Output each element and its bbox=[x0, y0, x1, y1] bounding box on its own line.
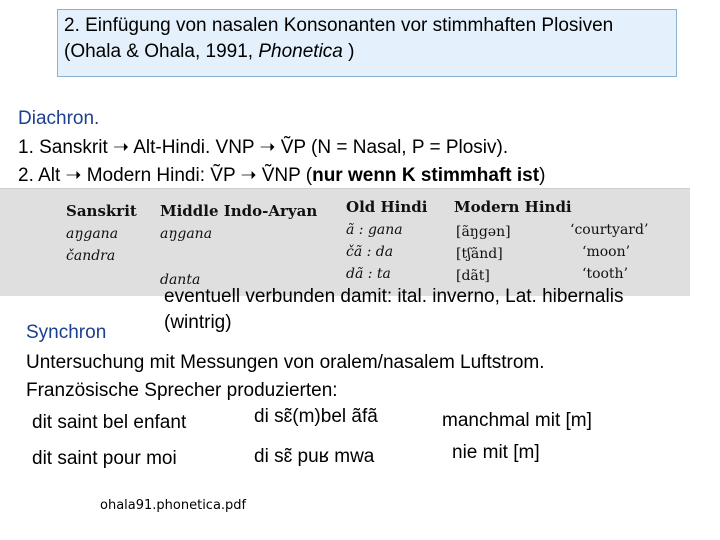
cell-old-2: dã : ta bbox=[346, 266, 391, 282]
cell-mia-2: danta bbox=[160, 272, 201, 288]
cell-gloss-2: ‘tooth’ bbox=[582, 266, 629, 282]
cell-modern-1: [tʃãnd] bbox=[456, 246, 503, 262]
title-suffix: ) bbox=[342, 41, 355, 62]
example-2-ipa: di sɛ̃ puʁ mwa bbox=[254, 446, 375, 467]
cell-old-1: čã : da bbox=[346, 244, 394, 260]
cell-sanskrit-1: čandra bbox=[66, 248, 116, 264]
source-footer: ohala91.phonetica.pdf bbox=[100, 498, 247, 513]
diachron-line-2-bold: nur wenn K stimmhaft ist bbox=[312, 165, 540, 186]
example-1-note: manchmal mit [m] bbox=[442, 410, 592, 431]
synchron-line-1: Untersuchung mit Messungen von oralem/nasalem Luftstrom. bbox=[26, 352, 545, 373]
cell-modern-2: [dãt] bbox=[456, 268, 490, 284]
title-box bbox=[57, 9, 677, 77]
diachron-line-1: 1. Sanskrit ➝ Alt-Hindi. VNP ➝ ṼP (N = Nasal, P = Plosiv). bbox=[18, 137, 509, 158]
table-header-sanskrit: Sanskrit bbox=[66, 202, 137, 220]
cell-mia-0: aŋgana bbox=[160, 226, 213, 242]
example-1-ipa: di sɛ̃(m)bel ãfã bbox=[254, 406, 378, 427]
diachron-line-2 bbox=[18, 164, 545, 187]
table-header-mia: Middle Indo-Aryan bbox=[160, 202, 318, 220]
scan-rule bbox=[0, 188, 690, 189]
example-2-note: nie mit [m] bbox=[452, 442, 540, 463]
title-journal: Phonetica bbox=[258, 41, 343, 62]
cell-modern-0: [ãŋgən] bbox=[456, 224, 511, 240]
table-header-old-hindi: Old Hindi bbox=[346, 198, 428, 216]
diachron-line-2-end: ) bbox=[539, 165, 546, 186]
scanned-table-image bbox=[0, 188, 690, 296]
diachron-line-2-start: 2. Alt ➝ Modern Hindi: ṼP ➝ ṼNP ( bbox=[18, 165, 313, 186]
diachron-heading: Diachron. bbox=[18, 108, 100, 129]
cell-gloss-0: ‘courtyard’ bbox=[570, 222, 649, 238]
title-text: 2. Einfügung von nasalen Konsonanten vor stimmhaften Plosiven (Ohala & Ohala, 1991, bbox=[64, 15, 614, 62]
example-1-text: dit saint bel enfant bbox=[32, 412, 187, 433]
eventuell-line-2: (wintrig) bbox=[164, 312, 232, 333]
cell-old-0: ã : gana bbox=[346, 222, 403, 238]
example-2-text: dit saint pour moi bbox=[32, 448, 177, 469]
synchron-heading: Synchron bbox=[26, 322, 107, 343]
table-header-modern-hindi: Modern Hindi bbox=[454, 198, 572, 216]
cell-sanskrit-0: aŋgana bbox=[66, 226, 119, 242]
synchron-line-2: Französische Sprecher produzierten: bbox=[26, 380, 338, 401]
eventuell-line-1: eventuell verbunden damit: ital. inverno, Lat. hibernalis bbox=[164, 286, 624, 307]
cell-gloss-1: ‘moon’ bbox=[582, 244, 631, 260]
